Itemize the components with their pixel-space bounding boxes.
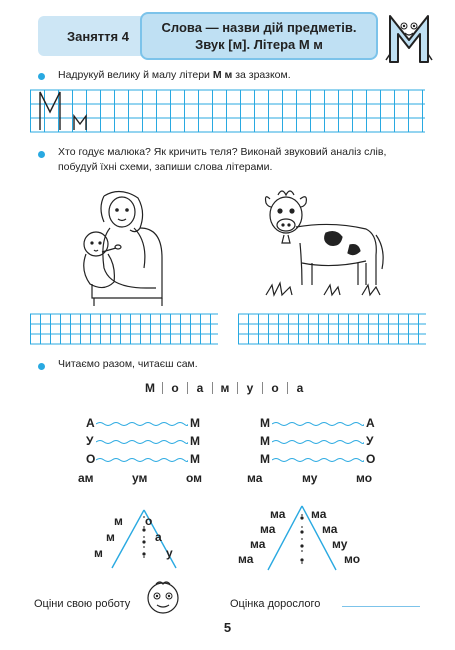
task1-bullet [38, 73, 45, 80]
pyramid-right-syllable: ма [322, 522, 338, 536]
letter-m-character-icon [384, 10, 434, 66]
syllable-word: мо [356, 471, 373, 485]
pyramid-right-letter: о [145, 514, 153, 528]
task1-text: Надрукуй велику й малу літери [58, 69, 210, 81]
seq-divider [187, 382, 188, 394]
sample-capital-m [40, 92, 60, 130]
consonant-m: М [190, 452, 200, 466]
writing-grid-2b[interactable] [238, 312, 426, 346]
writing-grid-1[interactable] [30, 88, 425, 134]
syllable-word: ма [247, 471, 263, 485]
wavy-lines [272, 416, 364, 470]
task2-line2: побудуй їхні схеми, запиши слова літерами. [58, 161, 273, 173]
self-evaluation-label: Оціни свою роботу [34, 598, 131, 610]
pyramid-left-letter: м [94, 546, 103, 560]
seq-letter: а [296, 381, 304, 395]
seq-letter: м [220, 381, 230, 395]
pyramid-right-syllable: ма [311, 507, 327, 521]
task2-bullet [38, 151, 45, 158]
mother-feeding-baby-picture [70, 188, 180, 308]
adult-evaluation-label: Оцінка дорослого [230, 598, 321, 610]
lesson-label: Заняття 4 [67, 28, 129, 44]
consonant-m: М [260, 434, 270, 448]
adult-evaluation-line[interactable] [342, 606, 420, 607]
seq-divider [162, 382, 163, 394]
vowel-o: О [86, 452, 96, 466]
seq-letter: а [196, 381, 204, 395]
pyramid-right-letter: а [155, 530, 162, 544]
syllable-word: ам [78, 471, 94, 485]
seq-letter: у [246, 381, 254, 395]
syllable-word: му [302, 471, 318, 485]
pyramid-left-syllable: ма [260, 522, 276, 536]
task3-bullet [38, 363, 45, 370]
task1-text-end: за зразком. [235, 69, 291, 81]
lesson-title-box [140, 12, 378, 60]
calf-picture [262, 185, 392, 303]
pyramid-right-syllable: му [332, 537, 348, 551]
task2-line1: Хто годує малюка? Як кричить теля? Виконай звуковий аналіз слів, [58, 146, 387, 158]
pyramid-left-letter: м [114, 514, 123, 528]
consonant-m: М [190, 416, 200, 430]
pyramid-left-letter: м [106, 530, 115, 544]
wavy-lines [96, 416, 188, 470]
seq-divider [237, 382, 238, 394]
lesson-title-line2: Звук [м]. Літера М м [195, 37, 323, 52]
seq-letter: о [171, 381, 179, 395]
task1-letters: М м [212, 69, 233, 81]
task2-instruction [58, 145, 438, 175]
pyramid-left-syllable: ма [238, 552, 254, 566]
vowel-o: О [366, 452, 376, 466]
page-number: 5 [223, 620, 232, 635]
smiley-face-icon[interactable] [144, 578, 182, 616]
pyramid-right-letter: у [166, 546, 173, 560]
seq-divider [287, 382, 288, 394]
syllable-word: ом [186, 471, 203, 485]
vowel-u: У [366, 434, 374, 448]
syllable-word: ум [132, 471, 148, 485]
writing-grid-2a[interactable] [30, 312, 218, 346]
seq-divider [262, 382, 263, 394]
vowel-a: А [86, 416, 95, 430]
pyramid-left-syllable: ма [270, 507, 286, 521]
task1-instruction [58, 68, 418, 83]
seq-letter: М [145, 381, 155, 395]
task3-instruction: Читаємо разом, читаєш сам. [58, 358, 198, 370]
vowel-a: А [366, 416, 375, 430]
seq-divider [212, 382, 213, 394]
consonant-m: М [260, 416, 270, 430]
vowel-u: У [86, 434, 94, 448]
consonant-m: М [190, 434, 200, 448]
pyramid-right-syllable: мо [344, 552, 361, 566]
consonant-m: М [260, 452, 270, 466]
pyramid-left-syllable: ма [250, 537, 266, 551]
letter-sequence [142, 381, 308, 395]
lesson-title-line1: Слова — назви дій предметів. [161, 20, 357, 35]
seq-letter: о [271, 381, 279, 395]
